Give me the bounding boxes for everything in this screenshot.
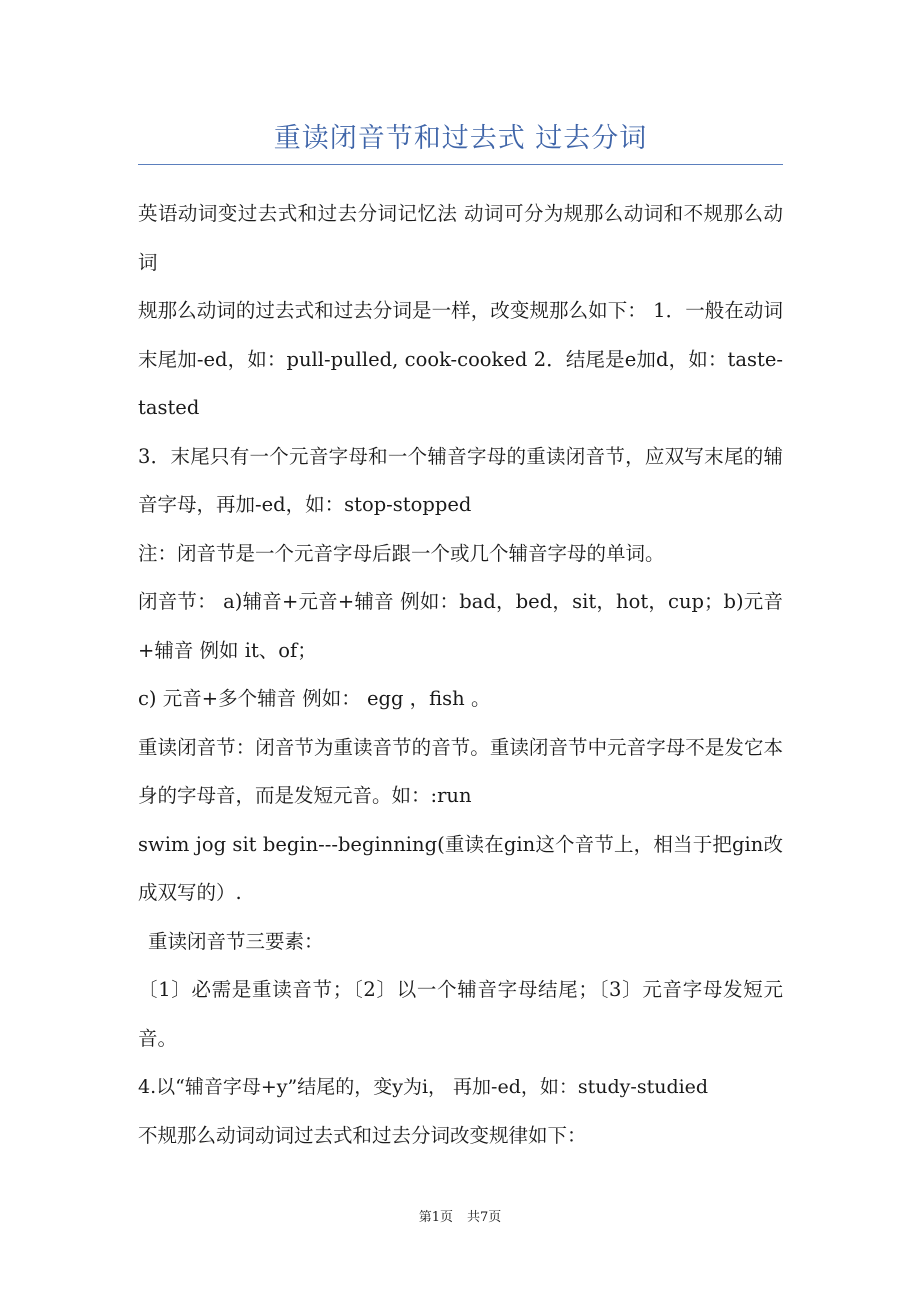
paragraph-closed-syllable-c: c) 元音+多个辅音 例如： egg ，fish 。 <box>138 687 491 710</box>
paragraph-stressed-closed: 重读闭音节：闭音节为重读音节的音节。重读闭音节中元音字母不是发它本身的字母音，而是发短元音。如：:run <box>138 735 783 807</box>
paragraph-intro: 英语动词变过去式和过去分词记忆法 动词可分为规那么动词和不规那么动词 <box>138 202 783 274</box>
page-total: 共7页 <box>467 1210 502 1225</box>
paragraph-closed-syllable: 闭音节： a)辅音+元音+辅音 例如：bad，bed，sit，hot，cup；b)元音+辅音 例如 it、of； <box>138 590 783 662</box>
document-body <box>138 190 783 1160</box>
title-underline <box>138 164 783 165</box>
paragraph-rule-3: 3．末尾只有一个元音字母和一个辅音字母的重读闭音节，应双写末尾的辅音字母，再加-ed，如：stop-stopped <box>138 444 783 516</box>
page-footer <box>0 1206 920 1225</box>
paragraph-note: 注：闭音节是一个元音字母后跟一个或几个辅音字母的单词。 <box>138 541 665 565</box>
paragraph-examples: swim jog sit begin---beginning(重读在gin这个音节上，相当于把gin改成双写的）. <box>138 832 783 904</box>
document-title: 重读闭音节和过去式 过去分词 <box>273 123 648 154</box>
page-number: 第1页 <box>418 1210 453 1225</box>
paragraph-regular-rules: 规那么动词的过去式和过去分词是一样，改变规那么如下： 1．一般在动词末尾加-ed，如：pull-pulled, cook-cooked 2．结尾是e加d，如：taste-tasted <box>138 299 783 419</box>
paragraph-rule-4: 4.以“辅音字母+y”结尾的，变y为i， 再加-ed，如：study-studied <box>138 1076 709 1098</box>
paragraph-irregular: 不规那么动词动词过去式和过去分词改变规律如下： <box>138 1123 587 1147</box>
paragraph-elements-list: 〔1〕必需是重读音节；〔2〕以一个辅音字母结尾；〔3〕元音字母发短元音。 <box>138 978 783 1050</box>
paragraph-three-elements: 重读闭音节三要素： <box>148 929 324 953</box>
